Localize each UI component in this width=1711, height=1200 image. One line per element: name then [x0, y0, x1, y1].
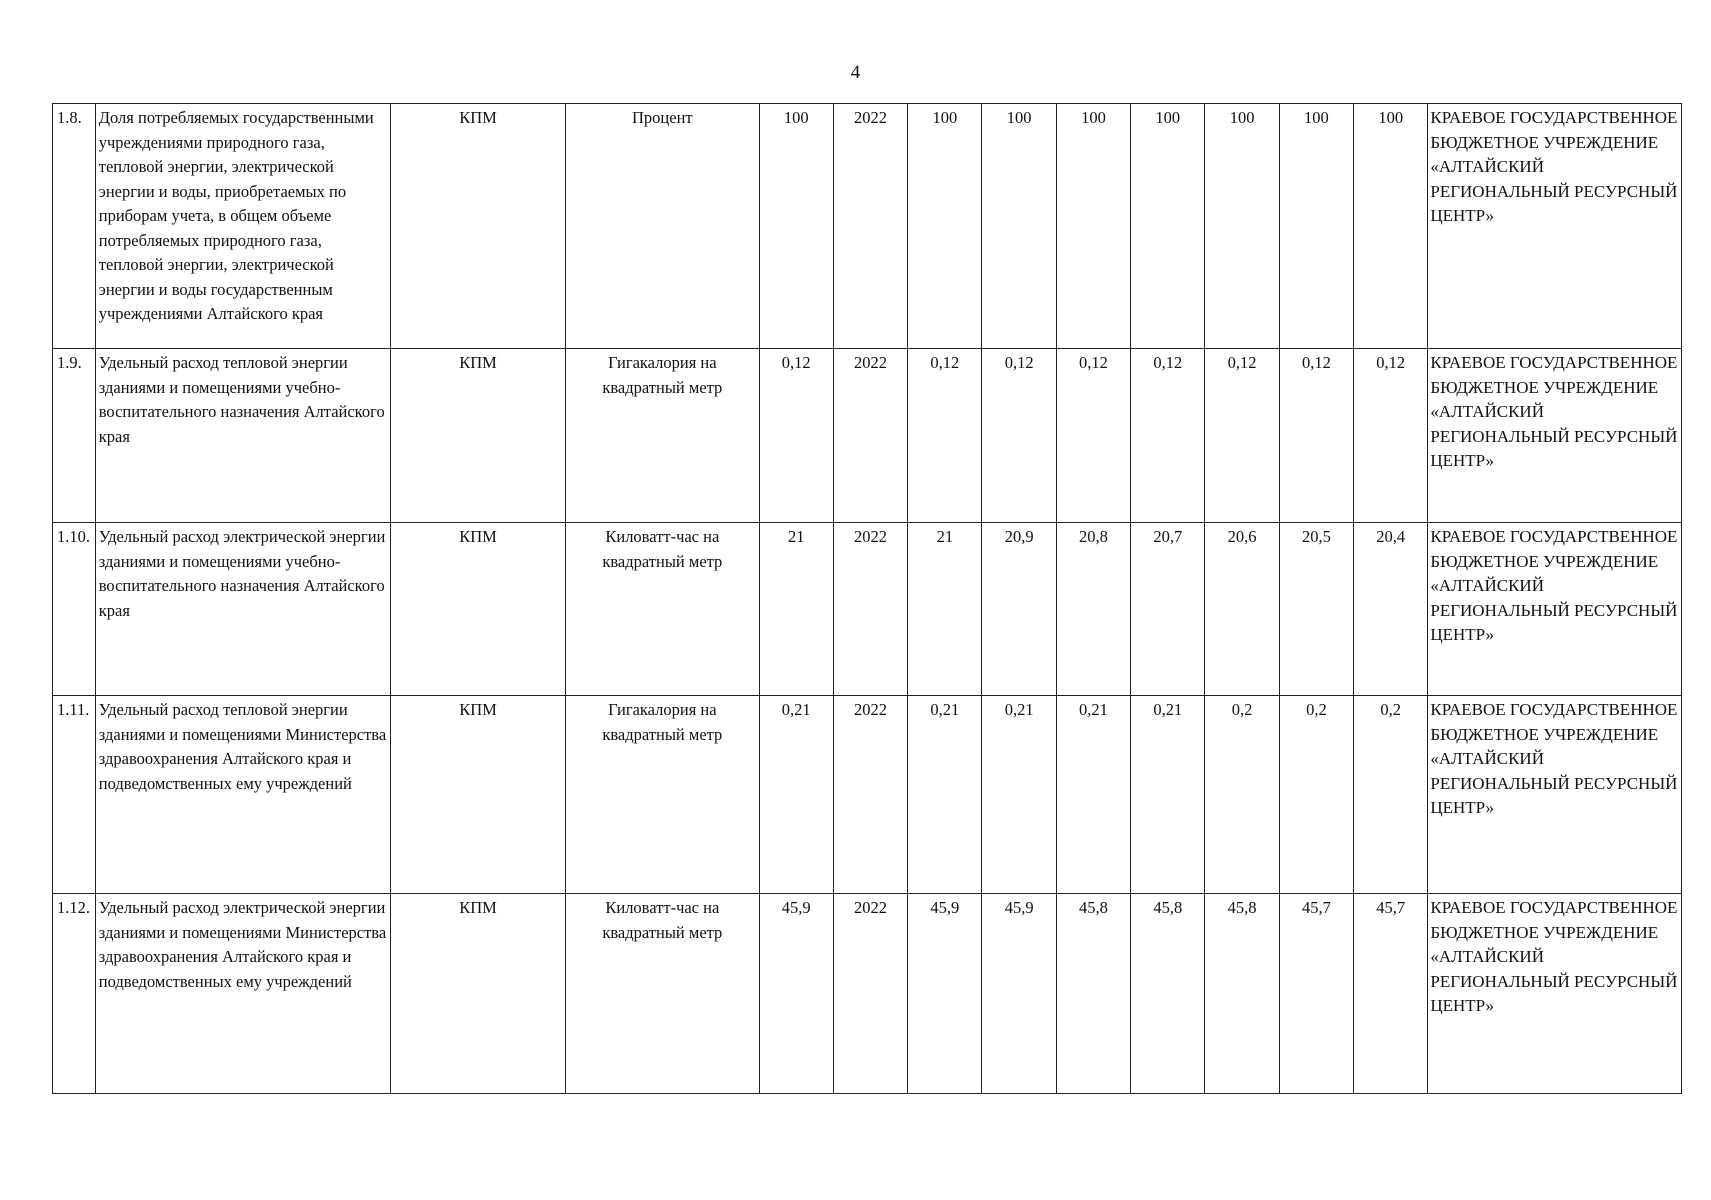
value-cell: 0,12 [1354, 349, 1428, 523]
value-cell: 21 [908, 523, 982, 696]
responsible-organization: КРАЕВОЕ ГОСУДАРСТВЕННОЕ БЮДЖЕТНОЕ УЧРЕЖДЕНИЕ «АЛТАЙСКИЙ РЕГИОНАЛЬНЫЙ РЕСУРСНЫЙ ЦЕНТР» [1428, 349, 1682, 523]
table-row [53, 523, 1682, 696]
base-year: 2022 [833, 349, 907, 523]
base-value: 21 [759, 523, 833, 696]
value-cell: 0,12 [1056, 349, 1130, 523]
unit-of-measure: Гигакалория на квадратный метр [566, 349, 759, 523]
page-number: 4 [850, 62, 861, 83]
value-cell: 0,12 [1131, 349, 1205, 523]
value-cell: 20,4 [1354, 523, 1428, 696]
value-cell: 0,12 [908, 349, 982, 523]
unit-of-measure: Киловатт-час на квадратный метр [566, 523, 759, 696]
base-value: 0,12 [759, 349, 833, 523]
base-value: 100 [759, 104, 833, 349]
responsible-organization: КРАЕВОЕ ГОСУДАРСТВЕННОЕ БЮДЖЕТНОЕ УЧРЕЖДЕНИЕ «АЛТАЙСКИЙ РЕГИОНАЛЬНЫЙ РЕСУРСНЫЙ ЦЕНТР» [1428, 104, 1682, 349]
row-number: 1.11. [53, 696, 96, 894]
table-row [53, 696, 1682, 894]
indicator-type: КПМ [391, 696, 566, 894]
responsible-organization: КРАЕВОЕ ГОСУДАРСТВЕННОЕ БЮДЖЕТНОЕ УЧРЕЖДЕНИЕ «АЛТАЙСКИЙ РЕГИОНАЛЬНЫЙ РЕСУРСНЫЙ ЦЕНТР» [1428, 523, 1682, 696]
indicator-type: КПМ [391, 894, 566, 1094]
value-cell: 0,21 [1131, 696, 1205, 894]
value-cell: 100 [908, 104, 982, 349]
unit-of-measure: Процент [566, 104, 759, 349]
value-cell: 20,6 [1205, 523, 1279, 696]
row-number: 1.12. [53, 894, 96, 1094]
value-cell: 20,7 [1131, 523, 1205, 696]
base-year: 2022 [833, 523, 907, 696]
value-cell: 100 [1205, 104, 1279, 349]
row-number: 1.10. [53, 523, 96, 696]
value-cell: 100 [1131, 104, 1205, 349]
indicator-name: Удельный расход тепловой энергии зданиями и помещениями Министерства здравоохранения Алтайского края и подведомственных ему учреждений [95, 696, 390, 894]
value-cell: 0,2 [1279, 696, 1353, 894]
indicator-name: Удельный расход электрической энергии зданиями и помещениями Министерства здравоохранения Алтайского края и подведомственных ему учреждений [95, 894, 390, 1094]
value-cell: 100 [1354, 104, 1428, 349]
unit-of-measure: Гигакалория на квадратный метр [566, 696, 759, 894]
value-cell: 0,12 [1205, 349, 1279, 523]
indicators-table [52, 103, 1682, 1094]
base-year: 2022 [833, 104, 907, 349]
value-cell: 100 [1279, 104, 1353, 349]
table-row [53, 104, 1682, 349]
indicator-name: Удельный расход тепловой энергии зданиями и помещениями учебно-воспитательного назначения Алтайского края [95, 349, 390, 523]
table-row [53, 349, 1682, 523]
unit-of-measure: Киловатт-час на квадратный метр [566, 894, 759, 1094]
indicator-name: Удельный расход электрической энергии зданиями и помещениями учебно-воспитательного назначения Алтайского края [95, 523, 390, 696]
indicator-type: КПМ [391, 104, 566, 349]
value-cell: 0,2 [1205, 696, 1279, 894]
base-value: 0,21 [759, 696, 833, 894]
base-value: 45,9 [759, 894, 833, 1094]
value-cell: 20,5 [1279, 523, 1353, 696]
value-cell: 100 [982, 104, 1056, 349]
value-cell: 0,21 [908, 696, 982, 894]
value-cell: 0,12 [1279, 349, 1353, 523]
value-cell: 0,2 [1354, 696, 1428, 894]
responsible-organization: КРАЕВОЕ ГОСУДАРСТВЕННОЕ БЮДЖЕТНОЕ УЧРЕЖДЕНИЕ «АЛТАЙСКИЙ РЕГИОНАЛЬНЫЙ РЕСУРСНЫЙ ЦЕНТР» [1428, 696, 1682, 894]
base-year: 2022 [833, 696, 907, 894]
value-cell: 45,9 [982, 894, 1056, 1094]
value-cell: 45,8 [1131, 894, 1205, 1094]
indicator-type: КПМ [391, 349, 566, 523]
responsible-organization: КРАЕВОЕ ГОСУДАРСТВЕННОЕ БЮДЖЕТНОЕ УЧРЕЖДЕНИЕ «АЛТАЙСКИЙ РЕГИОНАЛЬНЫЙ РЕСУРСНЫЙ ЦЕНТР» [1428, 894, 1682, 1094]
base-year: 2022 [833, 894, 907, 1094]
value-cell: 45,9 [908, 894, 982, 1094]
value-cell: 45,7 [1279, 894, 1353, 1094]
value-cell: 0,12 [982, 349, 1056, 523]
value-cell: 45,8 [1205, 894, 1279, 1094]
value-cell: 20,8 [1056, 523, 1130, 696]
row-number: 1.9. [53, 349, 96, 523]
value-cell: 0,21 [1056, 696, 1130, 894]
value-cell: 45,7 [1354, 894, 1428, 1094]
value-cell: 45,8 [1056, 894, 1130, 1094]
value-cell: 20,9 [982, 523, 1056, 696]
table-row [53, 894, 1682, 1094]
row-number: 1.8. [53, 104, 96, 349]
value-cell: 0,21 [982, 696, 1056, 894]
value-cell: 100 [1056, 104, 1130, 349]
indicator-type: КПМ [391, 523, 566, 696]
indicator-name: Доля потребляемых государственными учреждениями природного газа, тепловой энергии, электрической энергии и воды, приобретаемых по приборам учета, в общем объеме потребляемых природного газа, тепловой энергии, электрической энергии и воды государственным учреждениями Алтайского края [95, 104, 390, 349]
